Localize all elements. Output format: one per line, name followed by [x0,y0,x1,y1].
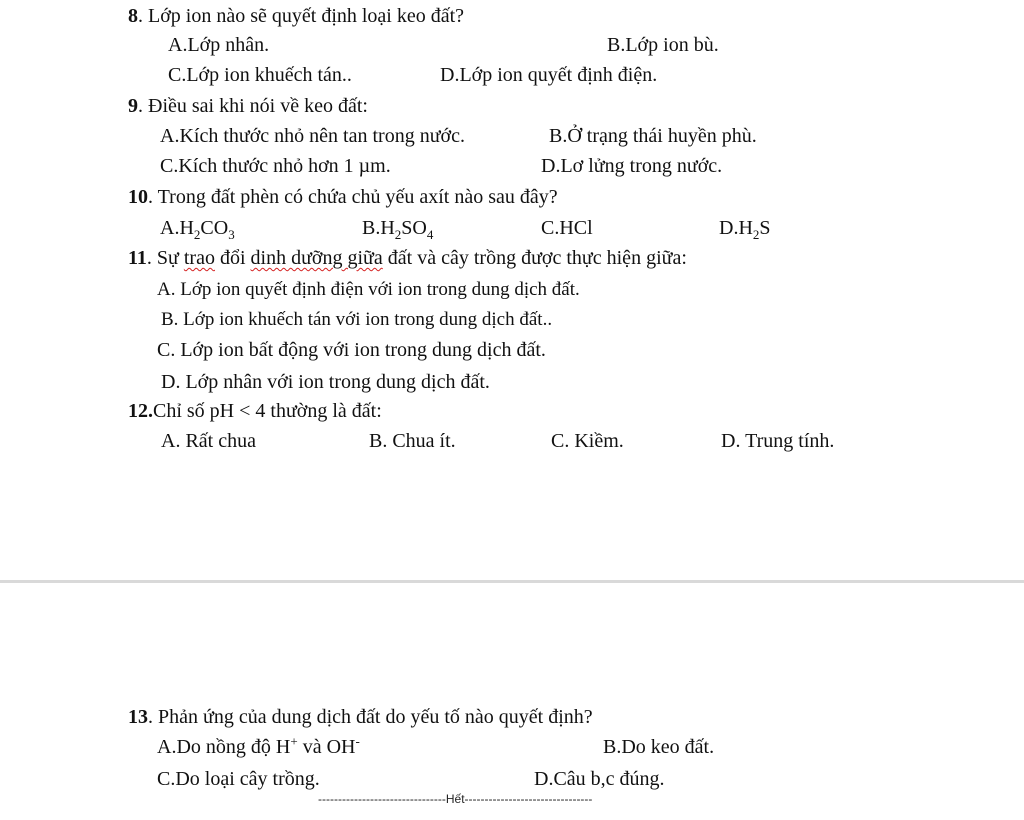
page-divider [0,580,1024,583]
question-13 [128,705,593,729]
question-number: 13 [128,706,148,728]
q10-option-a: $A.H_2CO_3$ [160,217,235,242]
question-number: 8 [128,5,138,27]
q11-option-c: C. Lớp ion bất động với ion trong dung dịch đất. [157,339,546,361]
question-10 [128,185,558,209]
q8-option-a: A.Lớp nhân. [168,34,270,56]
q12-option-a: A. Rất chua [161,430,256,452]
question-text: . Phản ứng của dung dịch đất do yếu tố nào quyết định? [148,706,593,728]
question-8 [128,4,464,28]
question-text: . Điều sai khi nói về keo đất: [138,95,368,117]
q9-option-b: B.Ở trạng thái huyền phù. [549,125,757,147]
question-9 [128,94,368,118]
question-number: 9 [128,95,138,117]
q13-option-b: B.Do keo đất. [603,736,715,758]
end-of-document-marker: --------------------------------Hết-------------------------------- [318,792,593,806]
q12-option-d: D. Trung tính. [721,430,835,452]
q13-option-a: A.Do nồng độ H+ và OH- [157,733,360,758]
q13-option-d: D.Câu b,c đúng. [534,768,665,790]
q10-option-c: C.HCl [541,217,593,239]
question-12 [128,399,382,423]
q10-option-b: $B.H_2SO_4$ [362,217,434,242]
q8-option-d: D.Lớp ion quyết định điện. [440,64,658,86]
q11-option-d: D. Lớp nhân với ion trong dung dịch đất. [161,371,490,393]
question-text: . Trong đất phèn có chứa chủ yếu axít nào sau đây? [148,186,558,208]
q8-option-b: B.Lớp ion bù. [607,34,719,56]
q9-option-a: A.Kích thước nhỏ nên tan trong nước. [160,125,465,147]
q10-option-d: $D.H_2S$ [719,217,771,242]
q12-option-b: B. Chua ít. [369,430,456,452]
spellcheck-underline: trao [183,247,215,269]
q8-option-c: C.Lớp ion khuếch tán.. [168,64,352,86]
q9-option-d: D.Lơ lửng trong nước. [541,155,723,177]
question-number: 10 [128,186,148,208]
q13-option-c: C.Do loại cây trồng. [157,768,320,790]
q9-option-c: C.Kích thước nhỏ hơn 1 µm. [160,155,391,177]
question-11: 11. Sự trao đổi dinh dưỡng giữa đất và cây trồng được thực hiện giữa: [128,247,687,269]
question-number: 11 [128,247,147,269]
q11-option-a: A. Lớp ion quyết định điện với ion trong dung dịch đất. [157,279,580,300]
spellcheck-underline: dinh dưỡng giữa [250,247,383,269]
question-number: 12. [128,400,153,422]
question-text: Chỉ số pH < 4 thường là đất: [153,400,382,422]
q11-option-b: B. Lớp ion khuếch tán với ion trong dung dịch đất.. [161,309,553,330]
question-text: . Lớp ion nào sẽ quyết định loại keo đất? [138,5,465,27]
q12-option-c: C. Kiềm. [551,430,624,452]
